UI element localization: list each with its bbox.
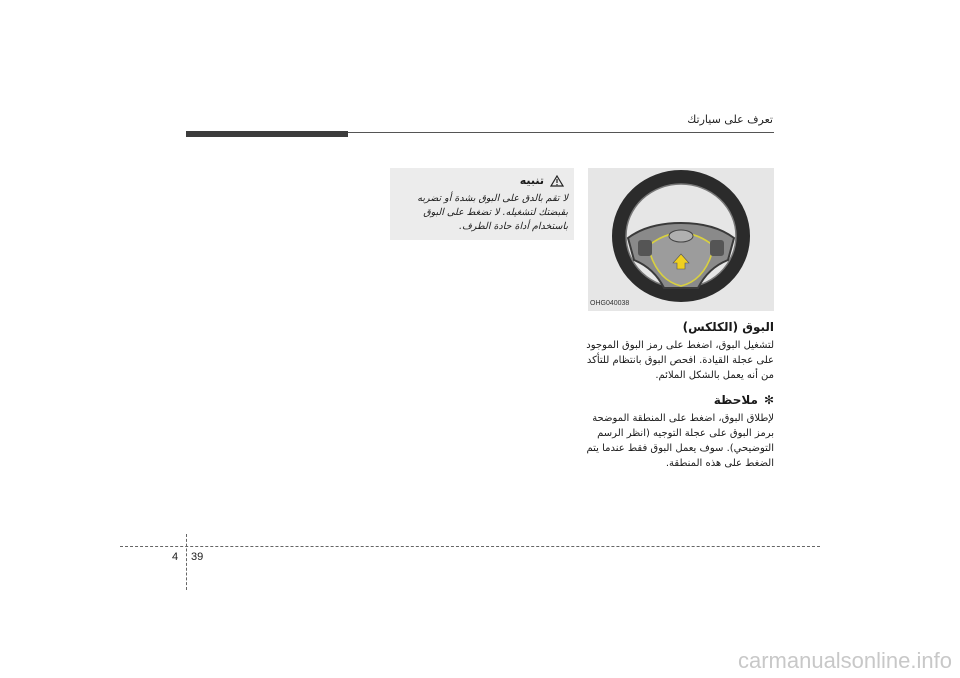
horn-title: البوق (الكلكس) — [682, 320, 774, 334]
header-bar — [186, 131, 348, 137]
caution-text: لا تقم بالدق على البوق بشدة أو تضربه بقبضتك لتشغيله. لا تضغط على البوق باستخدام أداة حادة الطرف. — [417, 193, 568, 232]
note-body: لإطلاق البوق، اضغط على المنطقة الموضحة برمز البوق على عجلة التوجيه (انظر الرسم التوضيحي). سوف يعمل البوق فقط عندما يتم الضغط على هذه المنطقة. — [586, 413, 774, 469]
footer-divider — [120, 546, 820, 547]
page-header-title: تعرف على سيارتك — [687, 113, 773, 126]
warning-triangle-icon — [550, 175, 564, 187]
note-star-icon: ✻ — [763, 393, 774, 407]
chapter-number: 4 — [172, 551, 179, 563]
horn-section — [578, 320, 774, 481]
horn-body: لتشغيل البوق، اضغط على رمز البوق الموجود على عجلة القيادة. افحص البوق بانتظام للتأكد من أنه يعمل بالشكل الملائم. — [586, 340, 774, 381]
steering-wheel-figure — [588, 168, 774, 311]
watermark: carmanualsonline.info — [737, 648, 952, 673]
caution-box — [390, 168, 574, 240]
figure-code: OHG040038 — [590, 300, 630, 307]
page-number: 39 — [191, 551, 204, 563]
footer-vertical-divider — [186, 534, 187, 590]
note-header — [578, 393, 774, 407]
note-title: ملاحظة — [713, 393, 758, 407]
caution-header — [520, 174, 564, 187]
steering-wheel-illustration — [588, 168, 774, 311]
caution-title: تنبيه — [519, 174, 544, 187]
